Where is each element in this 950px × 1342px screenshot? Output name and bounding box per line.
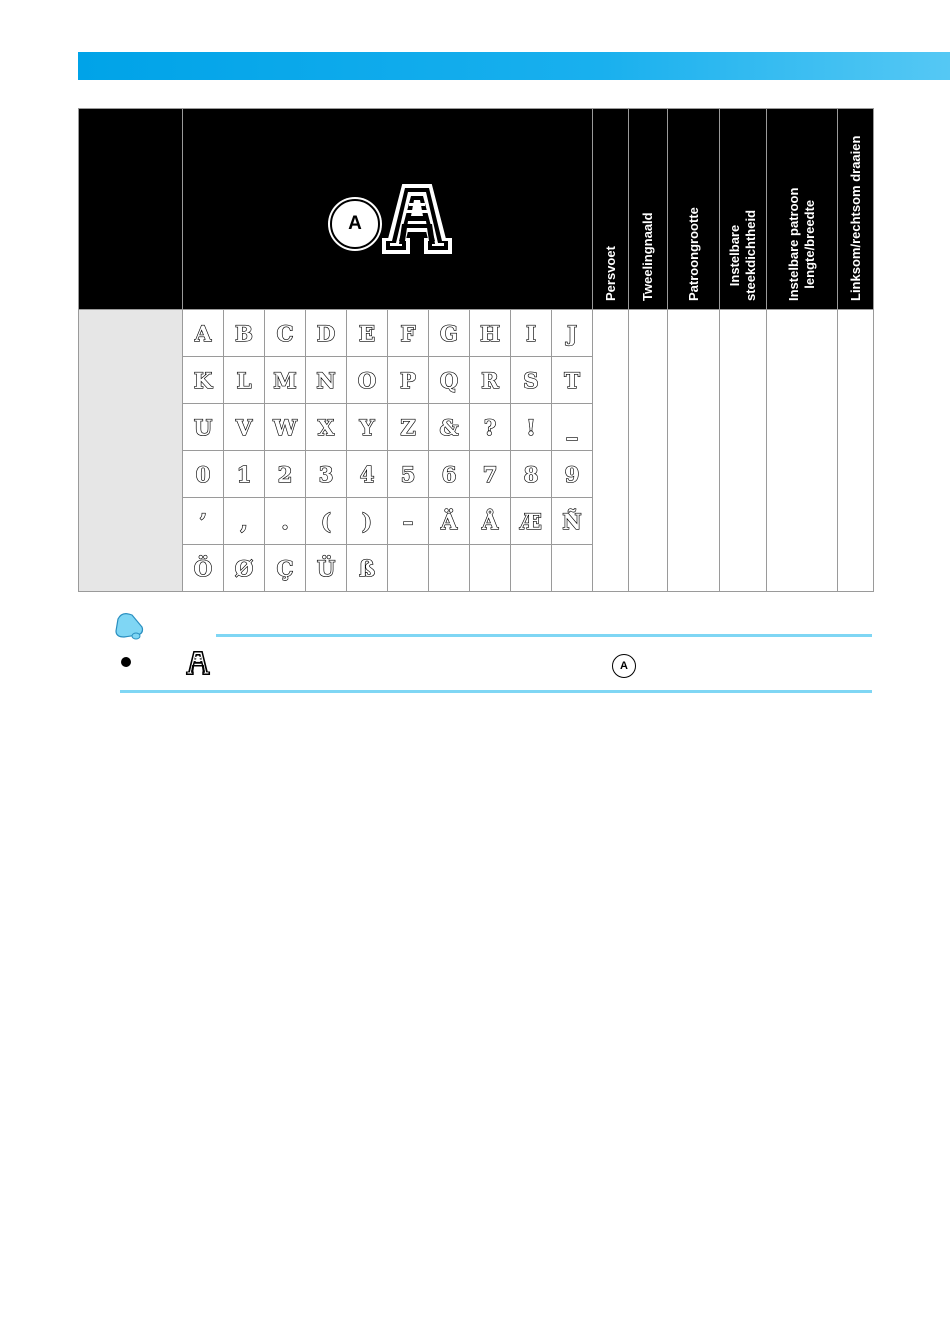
character-cell: K — [183, 357, 224, 404]
character-cell: L — [224, 357, 265, 404]
character-cell: Ü — [306, 545, 347, 592]
character-cell — [552, 545, 593, 592]
character-cell: X — [306, 404, 347, 451]
font-sample-icon — [381, 183, 453, 255]
character-cell: – — [388, 498, 429, 545]
col-header-patroongrootte — [668, 109, 720, 310]
character-cell: Ñ — [552, 498, 593, 545]
character-cell — [511, 545, 552, 592]
character-cell: ? — [470, 404, 511, 451]
table-row — [79, 310, 874, 357]
character-cell: ( — [306, 498, 347, 545]
character-cell: Ø — [224, 545, 265, 592]
note-callout-a-marker: A — [612, 654, 636, 678]
character-cell: Ä — [429, 498, 470, 545]
character-cell: T — [552, 357, 593, 404]
character-cell: ! — [511, 404, 552, 451]
setting-cell — [767, 310, 838, 592]
bullet-point — [121, 657, 131, 667]
character-cell: I — [511, 310, 552, 357]
setting-cell — [720, 310, 767, 592]
character-cell: 0 — [183, 451, 224, 498]
character-cell: Y — [347, 404, 388, 451]
character-cell: Ç — [265, 545, 306, 592]
character-cell: 5 — [388, 451, 429, 498]
character-cell: D — [306, 310, 347, 357]
col-header-label: Patroongrootte — [685, 207, 701, 301]
character-cell: W — [265, 404, 306, 451]
character-cell: N — [306, 357, 347, 404]
character-cell: , — [224, 498, 265, 545]
character-cell: 3 — [306, 451, 347, 498]
setting-cell — [838, 310, 874, 592]
row-label-cell — [79, 310, 183, 592]
character-cell: G — [429, 310, 470, 357]
character-cell: U — [183, 404, 224, 451]
character-cell: M — [265, 357, 306, 404]
character-cell: C — [265, 310, 306, 357]
callout-a-marker: A — [330, 199, 380, 249]
character-cell — [470, 545, 511, 592]
character-cell: E — [347, 310, 388, 357]
character-cell: . — [265, 498, 306, 545]
character-cell — [429, 545, 470, 592]
character-cell: Ö — [183, 545, 224, 592]
character-cell: Æ — [511, 498, 552, 545]
character-cell: Z — [388, 404, 429, 451]
character-cell: 8 — [511, 451, 552, 498]
character-cell: Q — [429, 357, 470, 404]
character-cell: 7 — [470, 451, 511, 498]
character-cell: V — [224, 404, 265, 451]
note-divider-bottom — [120, 690, 872, 693]
font-sample-icon-small — [184, 648, 212, 678]
character-cell: 9 — [552, 451, 593, 498]
character-cell: H — [470, 310, 511, 357]
character-cell: P — [388, 357, 429, 404]
col-header-tweelingnaald — [629, 109, 668, 310]
character-cell: J — [552, 310, 593, 357]
setting-cell — [593, 310, 629, 592]
col-header-label: Persvoet — [602, 246, 618, 301]
col-header-draaien — [838, 109, 874, 310]
character-cell: F — [388, 310, 429, 357]
header-label-cell — [79, 109, 183, 310]
pattern-table — [78, 108, 874, 592]
section-header-bar — [78, 52, 950, 80]
character-cell — [388, 545, 429, 592]
character-cell: _ — [552, 404, 593, 451]
col-header-steekdichtheid — [720, 109, 767, 310]
character-cell: A — [183, 310, 224, 357]
character-cell: ß — [347, 545, 388, 592]
note-divider-top — [216, 634, 872, 637]
font-header-cell — [183, 109, 593, 310]
col-header-label: Linksom/rechtsom draaien — [847, 135, 863, 301]
col-header-label: Instelbare patroon lengte/breedte — [786, 187, 818, 301]
character-cell: B — [224, 310, 265, 357]
character-cell: 2 — [265, 451, 306, 498]
character-cell: ) — [347, 498, 388, 545]
character-cell: S — [511, 357, 552, 404]
setting-cell — [668, 310, 720, 592]
character-cell: & — [429, 404, 470, 451]
col-header-label: Instelbare steekdichtheid — [727, 209, 759, 301]
col-header-lengte-breedte — [767, 109, 838, 310]
col-header-persvoet — [593, 109, 629, 310]
character-cell: Å — [470, 498, 511, 545]
col-header-label: Tweelingnaald — [640, 212, 656, 301]
note-bell-icon — [112, 611, 146, 641]
setting-cell — [629, 310, 668, 592]
character-cell: ’ — [183, 498, 224, 545]
character-cell: O — [347, 357, 388, 404]
character-cell: 4 — [347, 451, 388, 498]
character-cell: 1 — [224, 451, 265, 498]
character-cell: R — [470, 357, 511, 404]
character-cell: 6 — [429, 451, 470, 498]
